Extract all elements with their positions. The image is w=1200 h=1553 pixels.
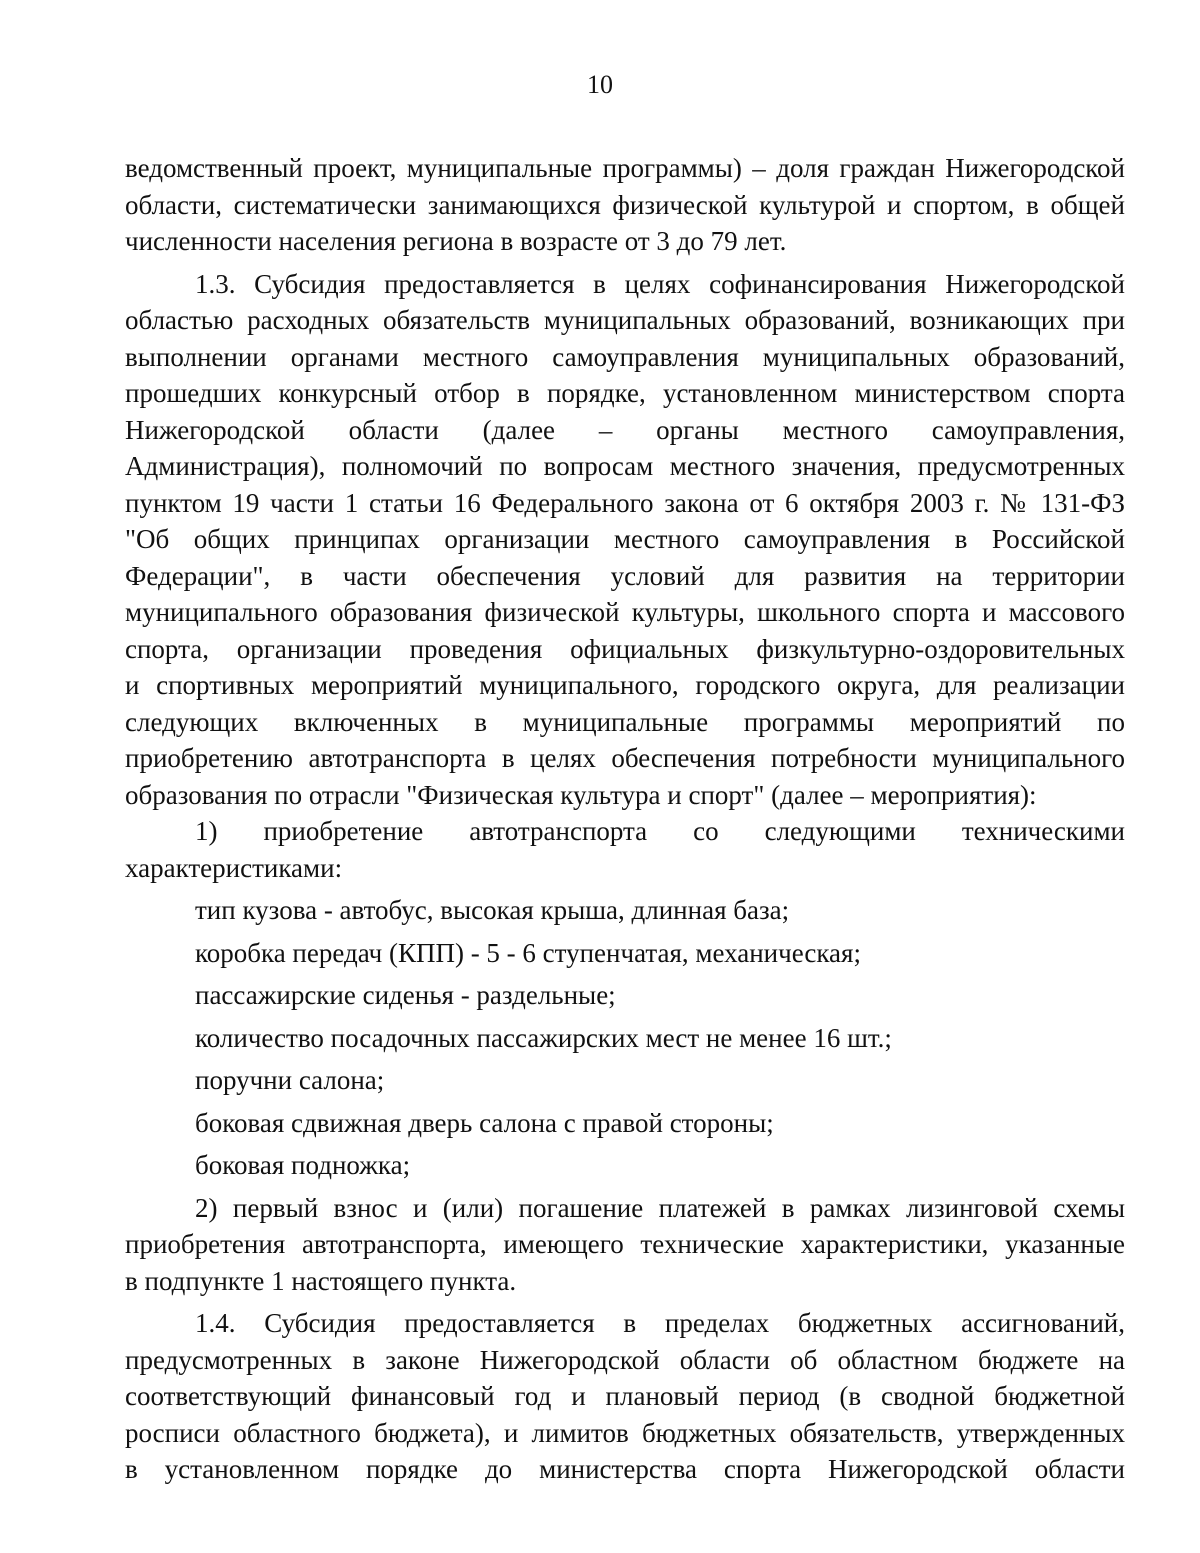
- text-line: характеристиками:: [125, 852, 343, 883]
- spec-item: тип кузова - автобус, высокая крыша, длинная база;: [195, 895, 790, 925]
- text-line: прошедших конкурсный отбор в порядке, установленном министерством спорта: [125, 378, 1125, 408]
- spec-item: поручни салона;: [195, 1065, 385, 1095]
- list-item-2: [125, 1190, 1125, 1300]
- text-line: ведомственный проект, муниципальные программы) – доля граждан Нижегородской: [125, 153, 1125, 183]
- text-line: приобретения автотранспорта, имеющего технические характеристики, указанные: [125, 1229, 1125, 1259]
- text-line: спорта, организации проведения официальных физкультурно-оздоровительных: [125, 633, 1125, 664]
- spec-item: боковая подножка;: [195, 1150, 411, 1180]
- text-line: соответствующий финансовый год и плановый период (в сводной бюджетной: [125, 1381, 1125, 1411]
- list-item-1: [125, 813, 1125, 886]
- text-line: росписи областного бюджета), и лимитов бюджетных обязательств, утвержденных: [125, 1417, 1125, 1448]
- text-line: приобретению автотранспорта в целях обеспечения потребности муниципального: [125, 743, 1125, 773]
- text-line: Администрация), полномочий по вопросам местного значения, предусмотренных: [125, 451, 1125, 481]
- paragraph-continuation: [125, 150, 1125, 260]
- text-line: Нижегородской области (далее – органы местного самоуправления,: [125, 414, 1125, 445]
- text-line: следующих включенных в муниципальные программы мероприятий по: [125, 706, 1125, 737]
- text-line: области, систематически занимающихся физической культурой и спортом, в общей: [125, 189, 1125, 220]
- text-line: предусмотренных в законе Нижегородской области об областном бюджете на: [125, 1344, 1125, 1375]
- text-line: пунктом 19 части 1 статьи 16 Федерального закона от 6 октября 2003 г. № 131-ФЗ: [125, 487, 1125, 518]
- page-number: 10: [587, 70, 613, 99]
- text-line: 2) первый взнос и (или) погашение платежей в рамках лизинговой схемы: [195, 1192, 1125, 1223]
- document-body: [125, 150, 1125, 1488]
- text-line: 1.4. Субсидия предоставляется в пределах бюджетных ассигнований,: [195, 1308, 1125, 1338]
- text-line: 1) приобретение автотранспорта со следующими техническими: [195, 816, 1125, 846]
- text-line: в подпункте 1 настоящего пункта.: [125, 1265, 517, 1296]
- text-line: и спортивных мероприятий муниципального, городского округа, для реализации: [125, 670, 1125, 700]
- spec-item: количество посадочных пассажирских мест не менее 16 шт.;: [195, 1022, 892, 1053]
- spec-item: боковая сдвижная дверь салона с правой стороны;: [195, 1107, 774, 1138]
- text-line: в установленном порядке до министерства спорта Нижегородской области: [125, 1454, 1125, 1484]
- spec-item: коробка передач (КПП) - 5 - 6 ступенчатая, механическая;: [195, 937, 861, 968]
- specification-list: [125, 892, 1125, 1184]
- paragraph-1-4: [125, 1305, 1125, 1488]
- text-line: областью расходных обязательств муниципальных образований, возникающих при: [125, 305, 1125, 335]
- text-line: муниципального образования физической культуры, школьного спорта и массового: [125, 597, 1125, 627]
- text-line: 1.3. Субсидия предоставляется в целях софинансирования Нижегородской: [195, 268, 1125, 299]
- text-line: выполнении органами местного самоуправления муниципальных образований,: [125, 341, 1125, 372]
- text-line: Федерации", в части обеспечения условий для развития на территории: [125, 560, 1125, 591]
- spec-item: пассажирские сиденья - раздельные;: [195, 980, 616, 1010]
- text-line: "Об общих принципах организации местного самоуправления в Российской: [125, 524, 1125, 554]
- text-line: образования по отрасли "Физическая культура и спорт" (далее – мероприятия):: [125, 779, 1037, 810]
- paragraph-1-3: [125, 266, 1125, 814]
- text-line: численности населения региона в возрасте от 3 до 79 лет.: [125, 226, 787, 256]
